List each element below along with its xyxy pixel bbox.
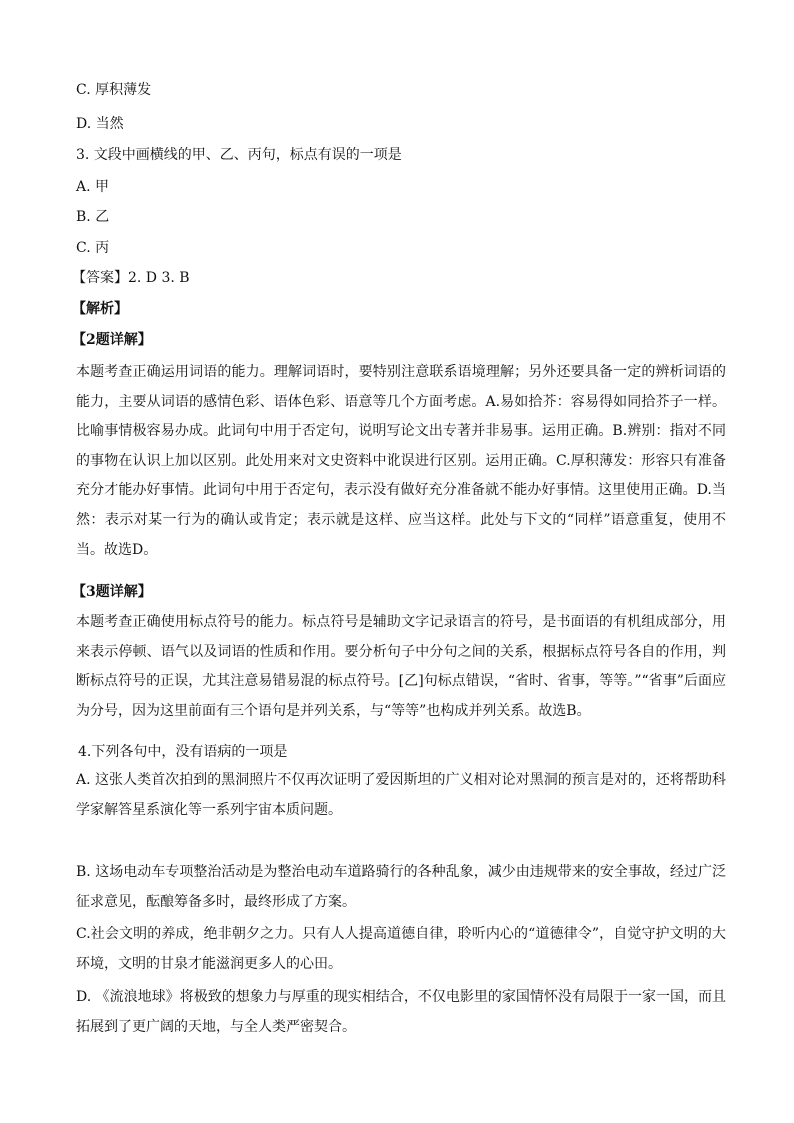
q3-stem: 3. 文段中画横线的甲、乙、丙句，标点有误的一项是 bbox=[76, 147, 402, 163]
q3-option-c: C. 丙 bbox=[76, 240, 110, 256]
analysis-heading: 【解析】 bbox=[72, 301, 128, 317]
answer-line: 【答案】2. D 3. B bbox=[72, 270, 190, 286]
q4-option-c: C.社会文明的养成，绝非朝夕之力。只有人人提高道德自律，聆听内心的“道德律令”，自觉守护文明的大环境，文明的甘泉才能滋润更多人的心田。 bbox=[76, 926, 726, 972]
q3-option-b: B. 乙 bbox=[76, 209, 110, 225]
q4-option-d: D. 《流浪地球》将极致的想象力与厚重的现实相结合，不仅电影里的家国情怀没有局限于一家一国，而且拓展到了更广阔的天地，与全人类严密契合。 bbox=[76, 989, 726, 1035]
q3-detail-body: 本题考查正确使用标点符号的能力。标点符号是辅助文字记录语言的符号，是书面语的有机组成部分，用来表示停顿、语气以及词语的性质和作用。要分析句子中分句之间的关系，根据标点符号各自的作用，判断标点符号的正误，尤其注意易错易混的标点符号。[乙]句标点错误，“省时、省事，等等。”“省事”后面应为分号，因为这里前面有三个语句是并列关系，与“等等”也构成并列关系。故选B。 bbox=[76, 614, 726, 719]
q2-option-d: D. 当然 bbox=[76, 116, 124, 132]
q2-option-c: C. 厚积薄发 bbox=[76, 82, 152, 98]
q4-option-b: B. 这场电动车专项整治活动是为整治电动车道路骑行的各种乱象，减少由违规带来的安全事故，经过广泛征求意见，酝酿筹备多时，最终形成了方案。 bbox=[76, 864, 726, 910]
q4-option-a: A. 这张人类首次拍到的黑洞照片不仅再次证明了爱因斯坦的广义相对论对黑洞的预言是对的，还将帮助科学家解答星系演化等一系列宇宙本质问题。 bbox=[76, 772, 726, 818]
q3-option-a: A. 甲 bbox=[76, 179, 110, 195]
q2-detail-body: 本题考查正确运用词语的能力。理解词语时，要特别注意联系语境理解；另外还要具备一定的辨析词语的能力，主要从词语的感情色彩、语体色彩、语意等几个方面考虑。A.易如拾芥：容易得如同拾芥子一样。比喻事情极容易办成。此词句中用于否定句，说明写论文出专著并非易事。运用正确。B.辨别：指对不同的事物在认识上加以区别。此处用来对文史资料中讹误进行区别。运用正确。C.厚积薄发：形容只有准备充分才能办好事情。此词句中用于否定句，表示没有做好充分准备就不能办好事情。这里使用正确。D.当然：表示对某一行为的确认或肯定；表示就是这样、应当这样。此处与下文的“同样”语意重复，使用不当。故选D。 bbox=[76, 364, 726, 558]
q3-detail-heading: 【3题详解】 bbox=[72, 584, 152, 600]
q4-stem: 4.下列各句中，没有语病的一项是 bbox=[78, 744, 288, 760]
q2-detail-heading: 【2题详解】 bbox=[72, 332, 152, 348]
